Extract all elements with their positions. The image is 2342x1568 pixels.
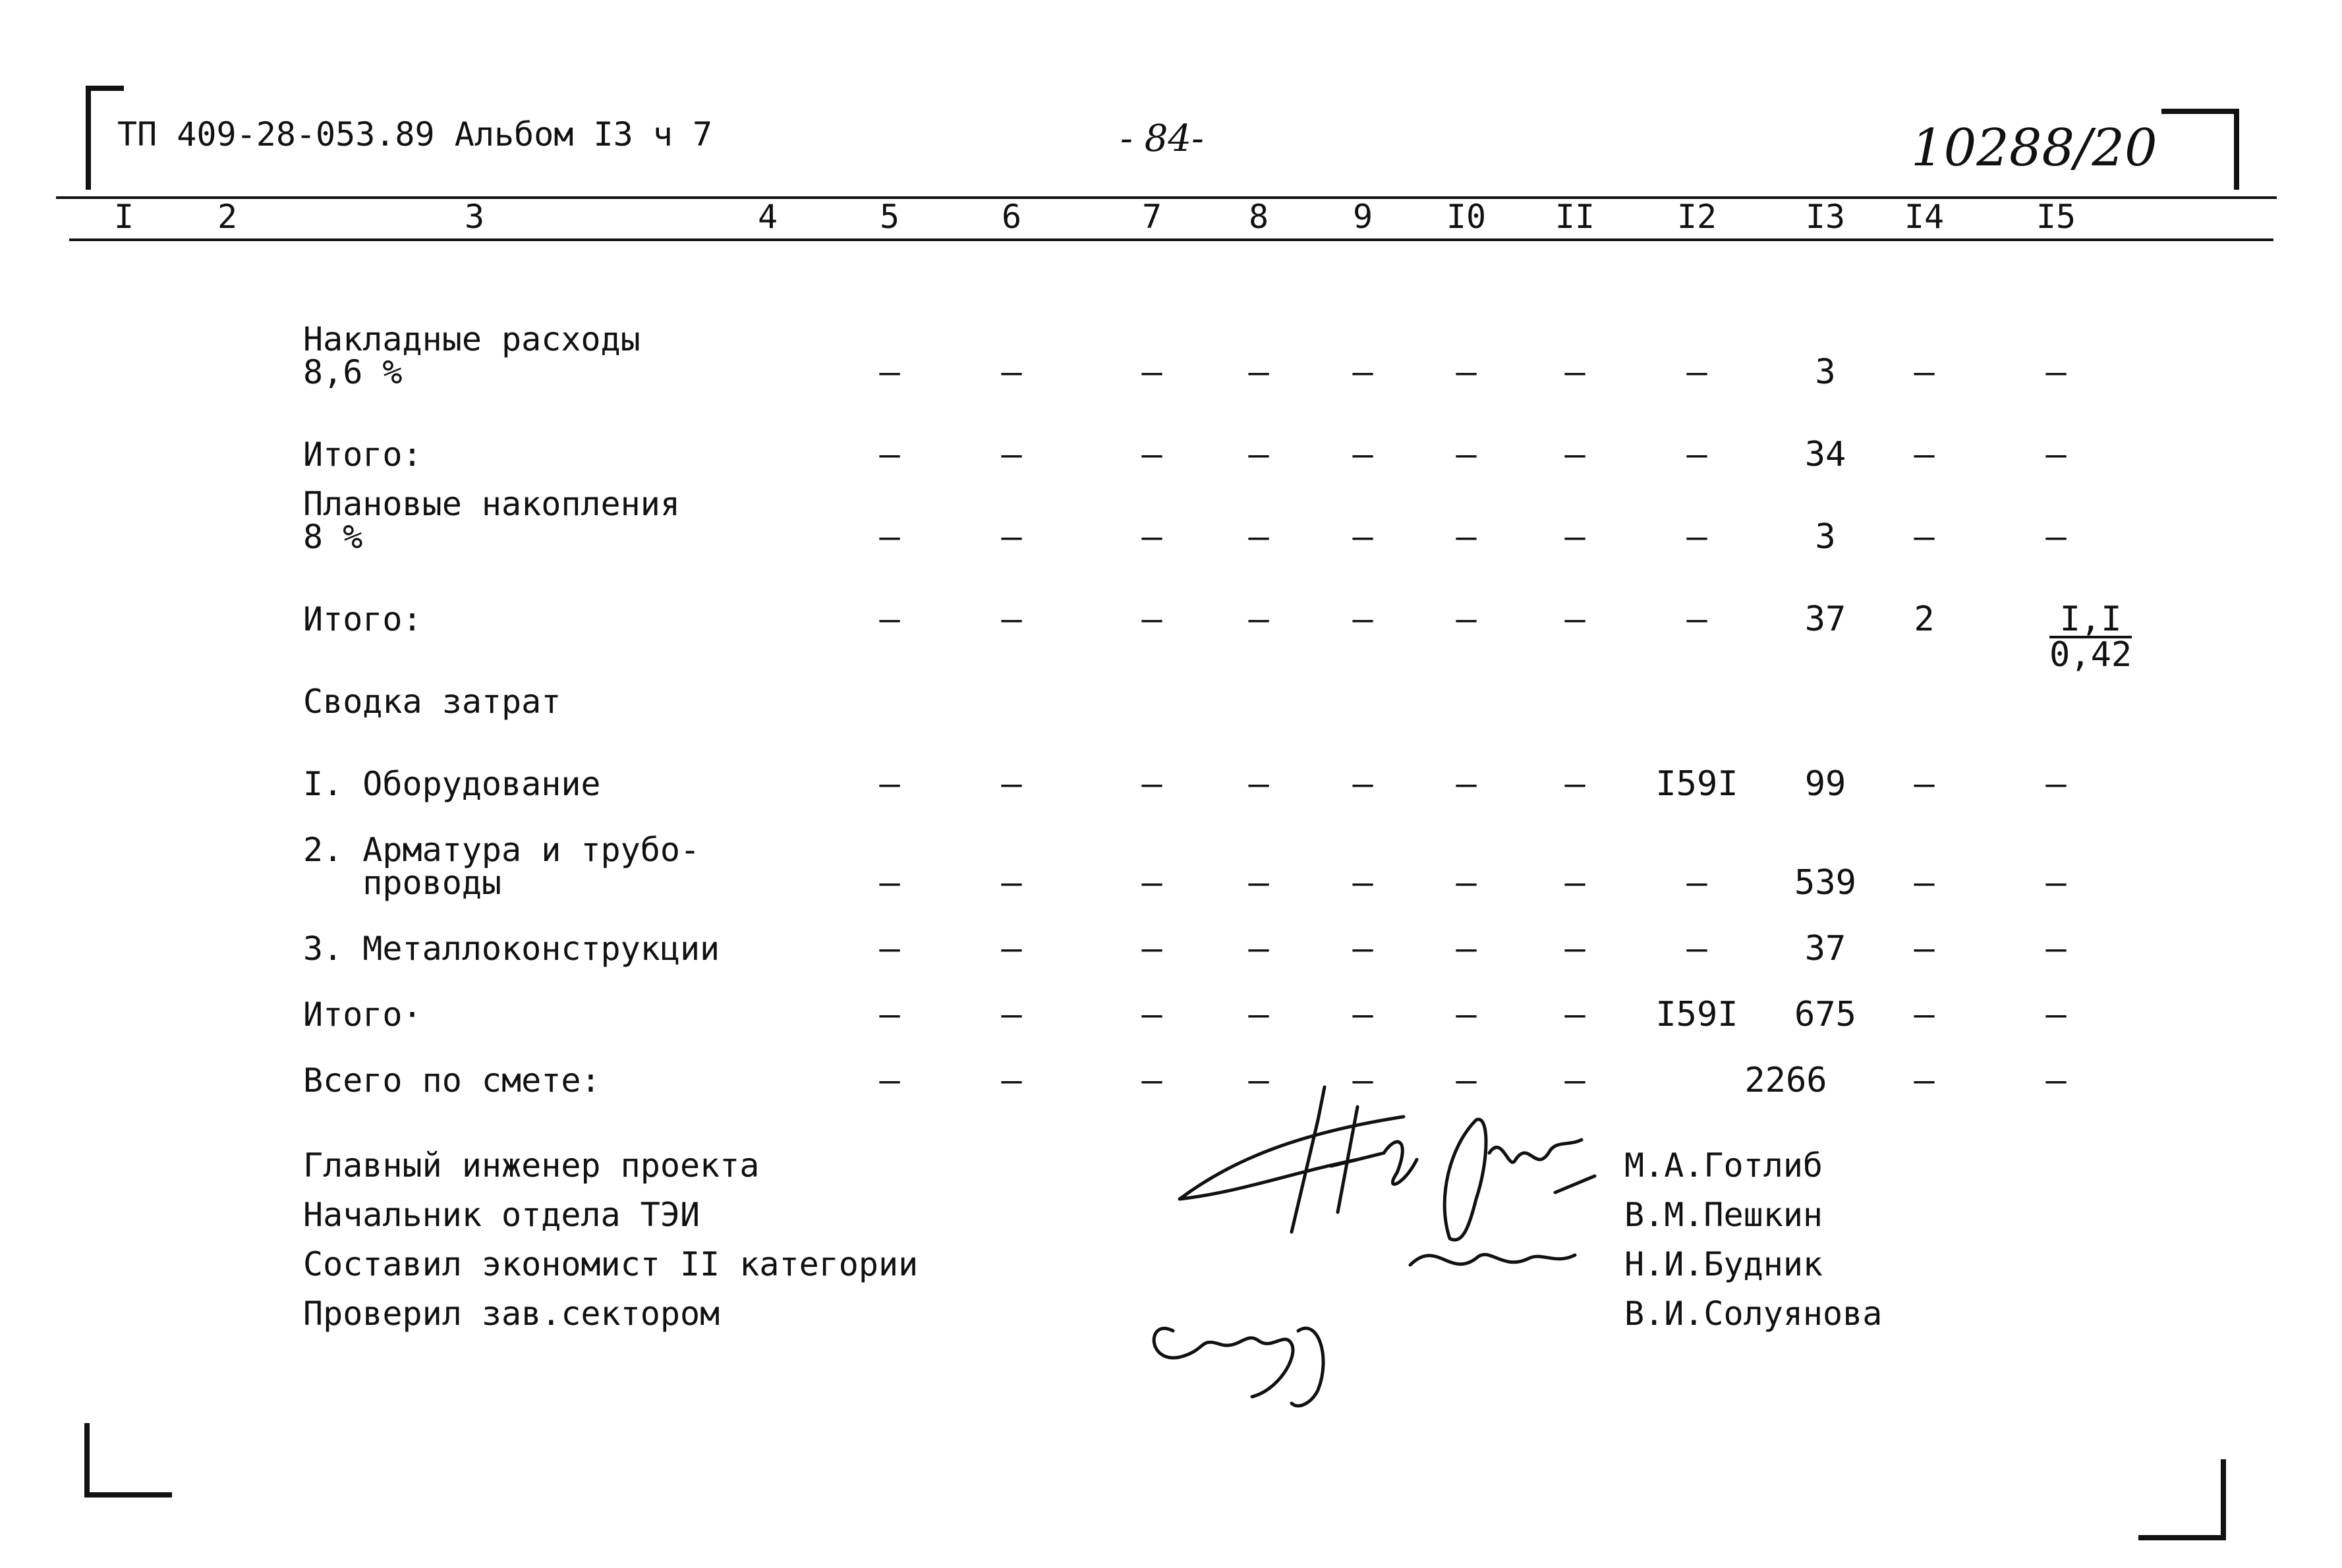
row-label-line: 3. Металлоконструкции <box>303 930 720 968</box>
table-cell: 3 <box>1815 352 1836 392</box>
table-cell: – <box>1352 764 1373 804</box>
signatory-name: В.И.Солуянова <box>1624 1295 1883 1333</box>
signatory-name: М.А.Готлиб <box>1624 1146 1823 1185</box>
table-cell: – <box>1686 929 1707 968</box>
column-number: II <box>1555 198 1595 236</box>
table-cell: – <box>1456 352 1477 392</box>
table-cell: – <box>1001 995 1022 1034</box>
corner-bracket-top-right <box>2161 109 2239 190</box>
table-cell: 2 <box>1914 600 1935 639</box>
row-label-line: Плановые накопления <box>303 485 680 523</box>
row-label <box>303 930 720 968</box>
row-label-line: проводы <box>303 864 502 902</box>
table-cell: – <box>1564 517 1585 557</box>
table-cell: – <box>1914 764 1935 804</box>
table-cell: – <box>1564 929 1585 968</box>
table-cell: – <box>1248 929 1269 968</box>
table-cell: – <box>1456 863 1477 903</box>
table-cell: – <box>1914 929 1935 968</box>
table-cell: – <box>1564 863 1585 903</box>
row-label-line: Итого: <box>303 600 422 638</box>
table-cell: I59I <box>1655 995 1738 1034</box>
table-cell: – <box>1248 352 1269 392</box>
table-cell: – <box>879 929 900 968</box>
table-cell: – <box>1352 600 1373 639</box>
table-cell: – <box>1456 929 1477 968</box>
table-cell: – <box>1686 600 1707 639</box>
table-cell: – <box>1141 995 1162 1034</box>
table-cell: 34 <box>1804 435 1846 474</box>
row-label <box>303 765 601 803</box>
table-cell: – <box>1001 435 1022 474</box>
table-cell: – <box>1686 435 1707 474</box>
column-number: 2 <box>217 198 238 236</box>
table-cell: – <box>1914 863 1935 903</box>
header-bottom-rule <box>69 238 2273 241</box>
table-cell: – <box>1686 863 1707 903</box>
table-cell: – <box>2045 764 2067 804</box>
table-cell: – <box>1001 929 1022 968</box>
table-cell: – <box>1352 1061 1373 1100</box>
table-cell: – <box>1352 435 1373 474</box>
row-label-line: Накладные расходы <box>303 320 641 358</box>
column-number: 4 <box>757 198 778 236</box>
column-number: I2 <box>1676 198 1717 236</box>
table-cell: – <box>1352 929 1373 968</box>
table-cell: – <box>879 435 900 474</box>
column-number: I5 <box>2036 198 2076 236</box>
table-cell: – <box>1456 764 1477 804</box>
row-label-line: Сводка затрат <box>303 683 561 721</box>
table-cell: I59I <box>1655 764 1738 804</box>
fraction-value <box>2049 600 2132 675</box>
fraction-numerator: I,I <box>2049 603 2132 638</box>
table-cell: – <box>1248 1061 1269 1100</box>
table-cell: – <box>1914 435 1935 474</box>
table-cell: – <box>1564 1061 1585 1100</box>
table-cell: – <box>1001 517 1022 557</box>
table-cell: 99 <box>1804 764 1846 804</box>
table-cell: – <box>1456 600 1477 639</box>
table-cell: – <box>879 600 900 639</box>
row-label-line: 2. Арматура и трубо- <box>303 831 700 869</box>
column-number: 8 <box>1248 198 1269 236</box>
row-label <box>303 995 422 1034</box>
table-cell: – <box>1141 764 1162 804</box>
row-label-line: 8 % <box>303 518 363 556</box>
column-number: 9 <box>1352 198 1373 236</box>
row-label <box>303 435 422 474</box>
table-cell: 539 <box>1794 863 1856 903</box>
row-label-line: Всего по смете: <box>303 1061 601 1100</box>
row-label <box>303 600 422 638</box>
signature-role: Главный инженер проекта <box>303 1146 760 1185</box>
table-cell: – <box>1352 863 1373 903</box>
table-cell: – <box>1248 600 1269 639</box>
table-cell: – <box>1141 1061 1162 1100</box>
column-number: 5 <box>879 198 900 236</box>
table-cell: – <box>1141 517 1162 557</box>
table-cell: – <box>879 764 900 804</box>
page-number: - 84- <box>1120 117 1204 160</box>
table-cell: – <box>1564 600 1585 639</box>
table-cell: – <box>1456 517 1477 557</box>
signatory-name: В.М.Пешкин <box>1624 1196 1823 1234</box>
table-cell: – <box>1914 352 1935 392</box>
column-number: 3 <box>464 198 485 236</box>
table-cell: – <box>879 863 900 903</box>
table-cell: – <box>2045 1061 2067 1100</box>
column-number: 6 <box>1001 198 1022 236</box>
table-cell: – <box>1564 435 1585 474</box>
table-cell: 675 <box>1794 995 1856 1034</box>
table-cell: – <box>1352 517 1373 557</box>
row-label-line: Итого· <box>303 995 422 1034</box>
column-number: 7 <box>1141 198 1162 236</box>
archive-number: 10288/20 <box>1911 119 2157 178</box>
row-label-line: Итого: <box>303 435 422 474</box>
table-cell: – <box>1001 352 1022 392</box>
row-label-line: I. Оборудование <box>303 765 601 803</box>
table-cell: – <box>1001 1061 1022 1100</box>
table-cell: 37 <box>1804 600 1846 639</box>
table-cell: – <box>1141 929 1162 968</box>
table-cell: – <box>1456 995 1477 1034</box>
table-cell: – <box>1248 517 1269 557</box>
table-cell: – <box>2045 995 2067 1034</box>
column-number: I3 <box>1805 198 1846 236</box>
table-cell: – <box>1564 995 1585 1034</box>
corner-bracket-bottom-right <box>2138 1459 2226 1540</box>
table-cell: – <box>1456 1061 1477 1100</box>
signature-role: Начальник отдела ТЭИ <box>303 1196 700 1234</box>
table-cell: – <box>1352 352 1373 392</box>
table-cell: 37 <box>1804 929 1846 968</box>
table-cell: – <box>1686 352 1707 392</box>
row-label <box>303 485 680 556</box>
fraction-denominator: 0,42 <box>2049 635 2132 675</box>
row-label <box>303 831 700 902</box>
table-cell: – <box>2045 435 2067 474</box>
row-label <box>303 320 641 391</box>
signatory-name: Н.И.Будник <box>1624 1245 1823 1283</box>
row-label <box>303 683 561 721</box>
table-cell: – <box>1914 1061 1935 1100</box>
table-cell: – <box>1248 995 1269 1034</box>
table-cell: – <box>1141 435 1162 474</box>
table-cell: – <box>1352 995 1373 1034</box>
table-cell: – <box>1456 435 1477 474</box>
signature-role: Проверил зав.сектором <box>303 1295 720 1333</box>
table-cell: – <box>1001 600 1022 639</box>
row-label <box>303 1061 601 1100</box>
corner-bracket-bottom-left <box>84 1423 172 1498</box>
row-label-line: 8,6 % <box>303 353 403 391</box>
table-cell: – <box>1564 764 1585 804</box>
table-cell: – <box>1248 764 1269 804</box>
table-cell: – <box>879 995 900 1034</box>
table-cell: – <box>2045 929 2067 968</box>
column-number: I0 <box>1446 198 1487 236</box>
table-cell: – <box>1248 863 1269 903</box>
table-cell: – <box>1001 764 1022 804</box>
document-reference: ТП 409-28-053.89 Альбом I3 ч 7 <box>117 115 713 154</box>
table-cell: – <box>1914 517 1935 557</box>
table-cell: – <box>1001 863 1022 903</box>
table-cell: – <box>1248 435 1269 474</box>
table-cell: – <box>1686 517 1707 557</box>
signature-role: Составил экономист II категории <box>303 1245 919 1283</box>
table-cell: – <box>879 1061 900 1100</box>
table-cell: – <box>879 517 900 557</box>
table-cell: – <box>1141 352 1162 392</box>
table-cell: – <box>1914 995 1935 1034</box>
table-cell: – <box>1141 863 1162 903</box>
table-cell: – <box>2045 863 2067 903</box>
table-cell: 3 <box>1815 517 1836 557</box>
table-cell: – <box>2045 352 2067 392</box>
table-cell: – <box>1564 352 1585 392</box>
grand-total-value: 2266 <box>1744 1061 1827 1100</box>
table-cell: – <box>2045 517 2067 557</box>
handwritten-signatures <box>1120 1080 1621 1423</box>
column-number: I <box>113 198 134 236</box>
table-cell: – <box>879 352 900 392</box>
table-cell: – <box>1141 600 1162 639</box>
column-number: I4 <box>1904 198 1945 236</box>
